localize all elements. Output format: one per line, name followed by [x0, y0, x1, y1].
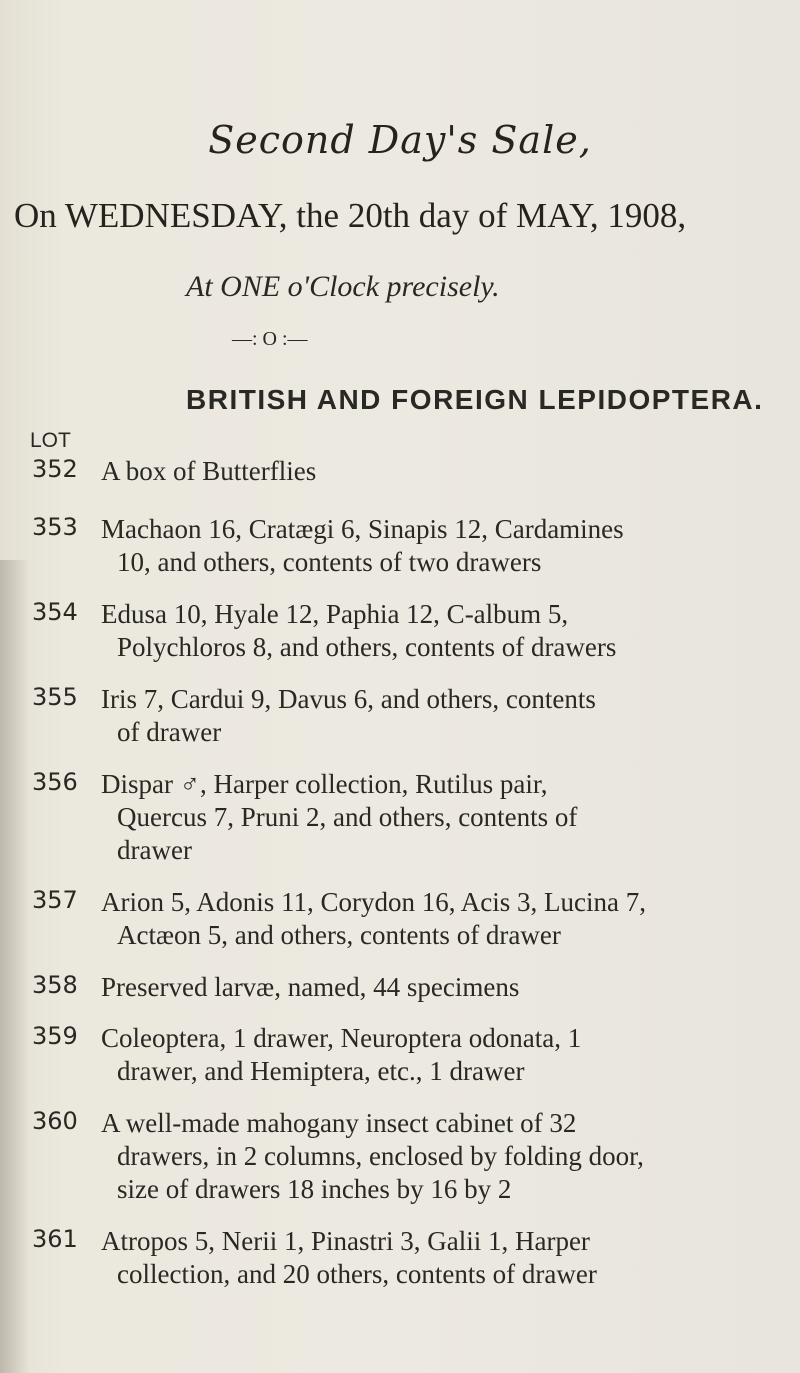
lot-number: 357 — [32, 886, 78, 914]
lot-number: 356 — [32, 768, 78, 796]
lot-description-line: Arion 5, Adonis 11, Corydon 16, Acis 3, Lucina 7, — [101, 887, 646, 917]
lot-description-line: drawers, in 2 columns, enclosed by folding door, — [117, 1141, 644, 1171]
lot-description-line: Dispar ♂, Harper collection, Rutilus pair, — [101, 769, 548, 799]
lot-description — [101, 598, 791, 664]
lot-description — [101, 971, 791, 1004]
lot-description — [101, 1107, 791, 1206]
lot-number: 358 — [32, 971, 78, 999]
section-title: BRITISH AND FOREIGN LEPIDOPTERA. — [186, 384, 764, 415]
sale-date-line: On WEDNESDAY, the 20th day of MAY, 1908, — [14, 196, 687, 235]
lot-description-line: drawer, and Hemiptera, etc., 1 drawer — [117, 1056, 525, 1086]
lot-number: 361 — [32, 1225, 78, 1253]
lot-description-line: Iris 7, Cardui 9, Davus 6, and others, contents — [101, 684, 596, 714]
lot-description-line: size of drawers 18 inches by 16 by 2 — [117, 1174, 512, 1204]
lot-description-line: drawer — [117, 835, 192, 865]
lot-number: 360 — [32, 1107, 78, 1135]
lot-column-header: LOT — [30, 429, 71, 452]
lot-description-line: A box of Butterflies — [101, 456, 317, 486]
lot-description-line: Actæon 5, and others, contents of drawer — [117, 920, 561, 950]
lot-description — [101, 1022, 791, 1088]
lot-description-line: Atropos 5, Nerii 1, Pinastri 3, Galii 1, Harper — [101, 1226, 590, 1256]
lot-number: 359 — [32, 1022, 78, 1050]
lot-description — [101, 768, 791, 867]
lot-description-line: 10, and others, contents of two drawers — [117, 547, 542, 577]
lot-description — [101, 683, 791, 749]
lot-description-line: collection, and 20 others, contents of drawer — [117, 1259, 597, 1289]
lot-description — [101, 513, 791, 579]
lot-description — [101, 455, 791, 488]
lot-number: 352 — [32, 455, 78, 483]
lot-description-line: Preserved larvæ, named, 44 specimens — [101, 972, 520, 1002]
lot-description-line: Quercus 7, Pruni 2, and others, contents of — [117, 802, 578, 832]
lot-number: 354 — [32, 598, 78, 626]
lot-number: 353 — [32, 513, 78, 541]
page-edge-shadow — [0, 560, 30, 1373]
lot-description-line: Edusa 10, Hyale 12, Paphia 12, C-album 5, — [101, 599, 569, 629]
lot-description-line: Polychloros 8, and others, contents of drawers — [117, 632, 617, 662]
divider-ornament: —: O :— — [232, 328, 308, 350]
lot-description-line: Coleoptera, 1 drawer, Neuroptera odonata, 1 — [101, 1023, 582, 1053]
lot-description — [101, 1225, 791, 1291]
lot-description-line: Machaon 16, Cratægi 6, Sinapis 12, Cardamines — [101, 514, 624, 544]
sale-time-line: At ONE o'Clock precisely. — [186, 270, 500, 303]
lot-description-line: A well-made mahogany insect cabinet of 32 — [101, 1108, 577, 1138]
lot-description-line: of drawer — [117, 717, 222, 747]
lot-number: 355 — [32, 683, 78, 711]
lot-description — [101, 886, 791, 952]
sale-day-heading: Second Day's Sale, — [208, 118, 592, 162]
